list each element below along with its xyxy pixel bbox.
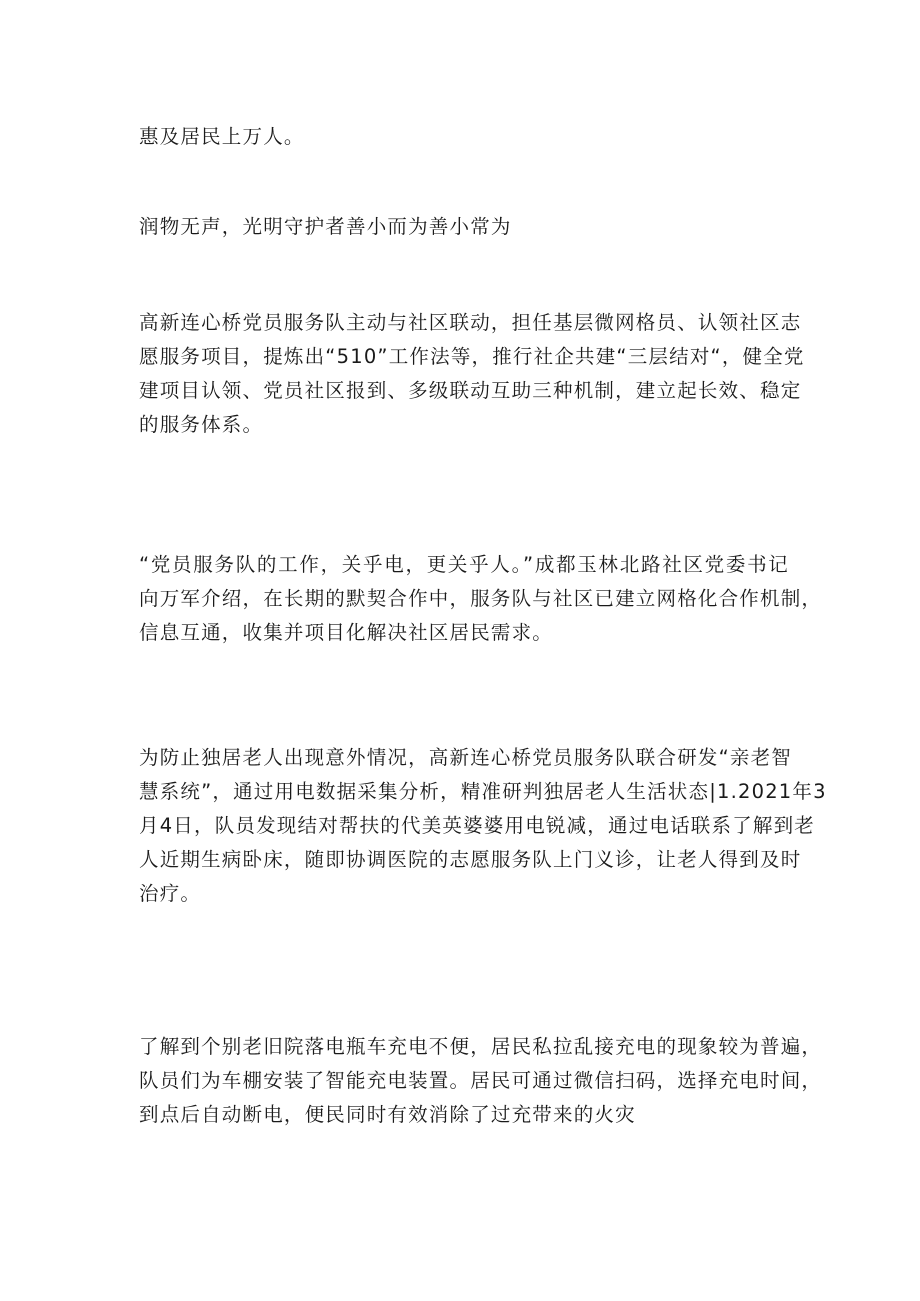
paragraph-intro-tail bbox=[139, 120, 789, 154]
text-line: 慧系统”，通过用电数据采集分析，精准研判独居老人生活状态|1.2021年3 bbox=[139, 780, 827, 803]
text-line: 月4日，队员发现结对帮扶的代美英婆婆用电锐减，通过电话联系了解到老 bbox=[139, 814, 816, 837]
text-line: 为防止独居老人出现意外情况，高新连心桥党员服务队联合研发“亲老智 bbox=[139, 746, 793, 769]
paragraph-elderly-care bbox=[139, 741, 827, 911]
paragraph-community-quote bbox=[139, 548, 823, 650]
text-line: 高新连心桥党员服务队主动与社区联动，担任基层微网格员、认领社区志 bbox=[139, 311, 802, 334]
text-line: 的服务体系。 bbox=[139, 413, 264, 436]
text-line: “党员服务队的工作，关乎电，更关乎人。”成都玉林北路社区党委书记 bbox=[139, 553, 789, 576]
text-line: 惠及居民上万人。 bbox=[139, 125, 305, 148]
text-line: 队员们为车棚安装了智能充电装置。居民可通过微信扫码，选择充电时间， bbox=[139, 1069, 823, 1092]
text-line: 愿服务项目，提炼出“510”工作法等，推行社企共建“三层结对“，健全党 bbox=[139, 345, 805, 368]
text-line: 向万军介绍，在长期的默契合作中，服务队与社区已建立网格化合作机制， bbox=[139, 587, 823, 610]
text-line: 建项目认领、党员社区报到、多级联动互助三种机制，建立起长效、稳定 bbox=[139, 379, 802, 402]
paragraph-service-team bbox=[139, 306, 805, 442]
paragraph-ebike-charging bbox=[139, 1030, 823, 1132]
section-heading bbox=[139, 210, 789, 244]
text-line: 了解到个别老旧院落电瓶车充电不便，居民私拉乱接充电的现象较为普遍， bbox=[139, 1035, 823, 1058]
text-line: 信息互通，收集并项目化解决社区居民需求。 bbox=[139, 621, 554, 644]
heading-text: 润物无声，光明守护者善小而为善小常为 bbox=[139, 215, 512, 238]
text-line: 到点后自动断电，便民同时有效消除了过充带来的火灾 bbox=[139, 1103, 636, 1126]
text-line: 人近期生病卧床，随即协调医院的志愿服务队上门义诊，让老人得到及时 bbox=[139, 848, 802, 871]
text-line: 治疗。 bbox=[139, 882, 202, 905]
